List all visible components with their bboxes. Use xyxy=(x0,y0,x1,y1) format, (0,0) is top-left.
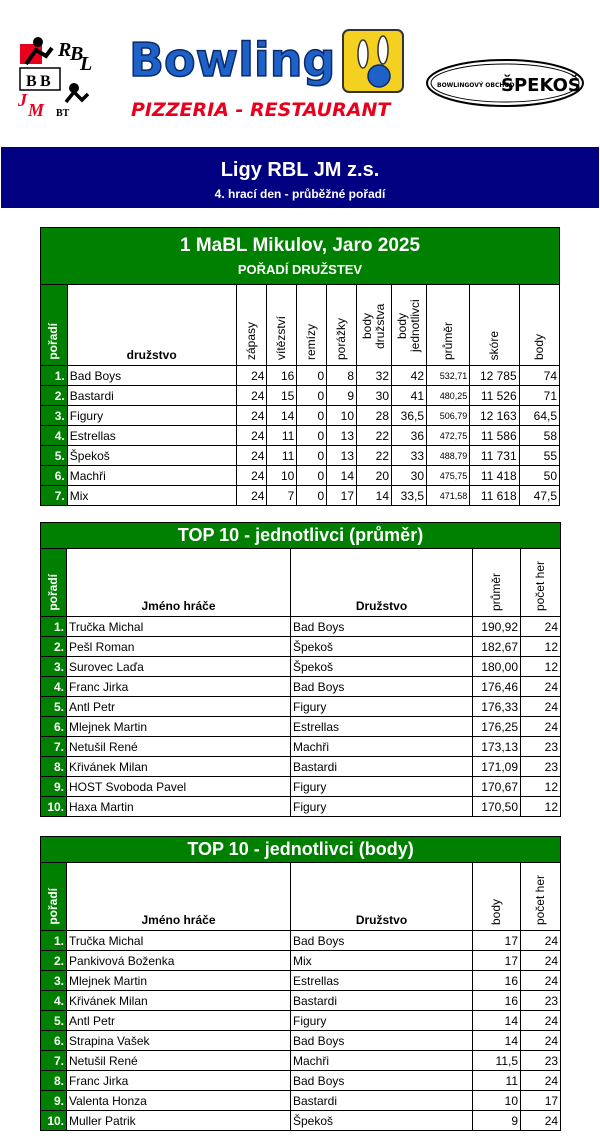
average-cell: 471,58 xyxy=(427,486,470,506)
points-cell: 71 xyxy=(519,386,559,406)
top-points-col-points: body xyxy=(473,863,521,931)
wins-cell: 10 xyxy=(267,466,297,486)
losses-cell: 17 xyxy=(327,486,357,506)
table-row xyxy=(41,1051,561,1071)
rank-cell: 4. xyxy=(41,991,67,1011)
games-cell: 23 xyxy=(521,757,561,777)
games-cell: 24 xyxy=(521,1111,561,1131)
player-cell: Křivánek Milan xyxy=(67,757,291,777)
points-cell: 50 xyxy=(519,466,559,486)
points-cell: 55 xyxy=(519,446,559,466)
team-cell: Machři xyxy=(291,1051,473,1071)
table-row xyxy=(41,991,561,1011)
league-title: Ligy RBL JM z.s. xyxy=(220,159,380,181)
rbl-letter-j: J xyxy=(18,90,27,110)
matches-cell: 24 xyxy=(236,366,267,386)
rbl-letter-bt: BT xyxy=(56,108,70,119)
player-cell: Antl Petr xyxy=(67,1011,291,1031)
col-header-matches: zápasy xyxy=(236,285,267,366)
col-header-average: průměr xyxy=(427,285,470,366)
player-cell: Strapina Vašek xyxy=(67,1031,291,1051)
score-cell: 11 731 xyxy=(470,446,519,466)
games-cell: 17 xyxy=(521,1091,561,1111)
table-row xyxy=(41,1011,561,1031)
top-average-col-rank: pořadí xyxy=(41,549,67,617)
player-cell: Franc Jirka xyxy=(67,1071,291,1091)
individual-points-cell: 42 xyxy=(392,366,427,386)
games-cell: 24 xyxy=(521,617,561,637)
table-row xyxy=(41,637,561,657)
col-header-team-points: body družstva xyxy=(357,285,392,366)
team-cell: Figury xyxy=(291,777,473,797)
col-header-rank: pořadí xyxy=(41,285,68,366)
col-header-draws: remízy xyxy=(297,285,327,366)
team-cell: Figury xyxy=(291,1011,473,1031)
team-points-cell: 22 xyxy=(357,426,392,446)
losses-cell: 8 xyxy=(327,366,357,386)
average-cell: 176,25 xyxy=(473,717,521,737)
individual-points-cell: 41 xyxy=(392,386,427,406)
average-cell: 190,92 xyxy=(473,617,521,637)
rank-cell: 10. xyxy=(41,1111,67,1131)
bowling-ball xyxy=(368,65,390,87)
rbl-letter-b: B xyxy=(70,43,84,65)
games-cell: 24 xyxy=(521,1031,561,1051)
score-cell: 11 526 xyxy=(470,386,519,406)
standings-subtitle: POŘADÍ DRUŽSTEV xyxy=(41,262,560,285)
team-cell: Bad Boys xyxy=(291,931,473,951)
top-average-title: TOP 10 - jednotlivci (průměr) xyxy=(41,523,561,549)
score-cell: 12 785 xyxy=(470,366,519,386)
rank-cell: 5. xyxy=(41,697,67,717)
team-cell: Figury xyxy=(291,697,473,717)
rank-cell: 3. xyxy=(41,657,67,677)
table-row xyxy=(41,1071,561,1091)
rank-cell: 7. xyxy=(41,486,68,506)
wins-cell: 15 xyxy=(267,386,297,406)
rank-cell: 1. xyxy=(41,931,67,951)
team-points-cell: 14 xyxy=(357,486,392,506)
team-cell: Figury xyxy=(291,797,473,817)
games-cell: 24 xyxy=(521,697,561,717)
points-cell: 74 xyxy=(519,366,559,386)
average-cell: 176,46 xyxy=(473,677,521,697)
draws-cell: 0 xyxy=(297,466,327,486)
rbl-logo xyxy=(16,30,96,120)
matches-cell: 24 xyxy=(236,406,267,426)
rank-cell: 3. xyxy=(41,406,68,426)
player-cell: Muller Patrik xyxy=(67,1111,291,1131)
average-cell: 488,79 xyxy=(427,446,470,466)
col-header-team: družstvo xyxy=(67,285,236,366)
score-cell: 11 586 xyxy=(470,426,519,446)
rbl-logo-runner-head xyxy=(33,37,43,47)
player-cell: Mlejnek Martin xyxy=(67,717,291,737)
points-cell: 10 xyxy=(473,1091,521,1111)
points-cell: 64,5 xyxy=(519,406,559,426)
individual-points-cell: 36,5 xyxy=(392,406,427,426)
points-cell: 47,5 xyxy=(519,486,559,506)
team-points-cell: 30 xyxy=(357,386,392,406)
player-cell: Tručka Michal xyxy=(67,617,291,637)
losses-cell: 10 xyxy=(327,406,357,426)
rank-cell: 6. xyxy=(41,717,67,737)
games-cell: 24 xyxy=(521,931,561,951)
rank-cell: 2. xyxy=(41,637,67,657)
top-points-col-rank: pořadí xyxy=(41,863,67,931)
points-cell: 17 xyxy=(473,951,521,971)
games-cell: 12 xyxy=(521,637,561,657)
average-cell: 182,67 xyxy=(473,637,521,657)
average-cell: 506,79 xyxy=(427,406,470,426)
bowling-pin-1 xyxy=(358,40,368,68)
col-header-individual-points: body jednotlivci xyxy=(392,285,427,366)
player-cell: Pankivová Boženka xyxy=(67,951,291,971)
team-cell: Bastardi xyxy=(291,757,473,777)
individual-points-cell: 30 xyxy=(392,466,427,486)
matches-cell: 24 xyxy=(236,446,267,466)
table-row xyxy=(41,466,560,486)
col-header-score: skóre xyxy=(470,285,519,366)
team-points-cell: 22 xyxy=(357,446,392,466)
team-cell: Machři xyxy=(291,737,473,757)
team-cell: Mix xyxy=(291,951,473,971)
pizzeria-restaurant-text: PIZZERIA - RESTAURANT xyxy=(131,99,391,121)
table-row xyxy=(41,1091,561,1111)
table-row xyxy=(41,426,560,446)
rbl-letter-r: R xyxy=(58,39,72,61)
team-cell: Špekoš xyxy=(291,1111,473,1131)
col-header-losses: porážky xyxy=(327,285,357,366)
wins-cell: 7 xyxy=(267,486,297,506)
average-cell: 176,33 xyxy=(473,697,521,717)
player-cell: Surovec Laďa xyxy=(67,657,291,677)
draws-cell: 0 xyxy=(297,486,327,506)
rank-cell: 2. xyxy=(41,386,68,406)
top-average-col-games: počet her xyxy=(521,549,561,617)
team-cell: Bastardi xyxy=(291,1091,473,1111)
games-cell: 24 xyxy=(521,951,561,971)
logo-strip xyxy=(0,0,600,140)
points-cell: 16 xyxy=(473,991,521,1011)
table-row xyxy=(41,677,561,697)
team-cell: Estrellas xyxy=(291,971,473,991)
points-cell: 11,5 xyxy=(473,1051,521,1071)
losses-cell: 13 xyxy=(327,446,357,466)
matches-cell: 24 xyxy=(236,386,267,406)
table-row xyxy=(41,737,561,757)
rank-cell: 6. xyxy=(41,1031,67,1051)
top-average-col-player: Jméno hráče xyxy=(67,549,291,617)
average-cell: 472,75 xyxy=(427,426,470,446)
team-points-cell: 28 xyxy=(357,406,392,426)
player-cell: Antl Petr xyxy=(67,697,291,717)
draws-cell: 0 xyxy=(297,426,327,446)
standings-table xyxy=(40,227,560,506)
table-row xyxy=(41,1111,561,1131)
col-header-wins: vítězství xyxy=(267,285,297,366)
table-row xyxy=(41,971,561,991)
col-header-points: body xyxy=(519,285,559,366)
points-cell: 16 xyxy=(473,971,521,991)
points-cell: 14 xyxy=(473,1031,521,1051)
average-cell: 171,09 xyxy=(473,757,521,777)
player-cell: Valenta Honza xyxy=(67,1091,291,1111)
matches-cell: 24 xyxy=(236,426,267,446)
rank-cell: 2. xyxy=(41,951,67,971)
table-row xyxy=(41,931,561,951)
rank-cell: 7. xyxy=(41,1051,67,1071)
score-cell: 12 163 xyxy=(470,406,519,426)
player-cell: Tručka Michal xyxy=(67,931,291,951)
average-cell: 170,67 xyxy=(473,777,521,797)
top-average-col-team: Družstvo xyxy=(291,549,473,617)
games-cell: 24 xyxy=(521,677,561,697)
points-cell: 11 xyxy=(473,1071,521,1091)
rank-cell: 6. xyxy=(41,466,68,486)
wins-cell: 16 xyxy=(267,366,297,386)
rank-cell: 1. xyxy=(41,366,68,386)
draws-cell: 0 xyxy=(297,386,327,406)
rank-cell: 10. xyxy=(41,797,67,817)
player-cell: HOST Svoboda Pavel xyxy=(67,777,291,797)
bowling-pizzeria-logo xyxy=(125,24,410,124)
wins-cell: 14 xyxy=(267,406,297,426)
spekos-small-text: BOWLINGOVÝ OBCHOD xyxy=(437,82,515,89)
standings-title: 1 MaBL Mikulov, Jaro 2025 xyxy=(41,228,560,263)
team-cell: Mix xyxy=(67,486,236,506)
average-cell: 475,75 xyxy=(427,466,470,486)
individual-points-cell: 33 xyxy=(392,446,427,466)
table-row xyxy=(41,406,560,426)
rank-cell: 5. xyxy=(41,1011,67,1031)
losses-cell: 13 xyxy=(327,426,357,446)
draws-cell: 0 xyxy=(297,366,327,386)
losses-cell: 14 xyxy=(327,466,357,486)
team-cell: Bad Boys xyxy=(291,1071,473,1091)
team-cell: Špekoš xyxy=(291,657,473,677)
games-cell: 12 xyxy=(521,777,561,797)
points-cell: 17 xyxy=(473,931,521,951)
table-row xyxy=(41,1031,561,1051)
player-cell: Netušil René xyxy=(67,1051,291,1071)
matches-cell: 24 xyxy=(236,466,267,486)
games-cell: 24 xyxy=(521,1011,561,1031)
team-cell: Machři xyxy=(67,466,236,486)
matches-cell: 24 xyxy=(236,486,267,506)
table-row xyxy=(41,657,561,677)
rank-cell: 5. xyxy=(41,446,68,466)
games-cell: 24 xyxy=(521,1071,561,1091)
bowling-pin-2 xyxy=(378,36,388,64)
rbl-letter-m: M xyxy=(28,100,45,120)
wins-cell: 11 xyxy=(267,446,297,466)
team-cell: Estrellas xyxy=(291,717,473,737)
wins-cell: 11 xyxy=(267,426,297,446)
draws-cell: 0 xyxy=(297,446,327,466)
player-cell: Haxa Martin xyxy=(67,797,291,817)
rank-cell: 9. xyxy=(41,777,67,797)
points-cell: 58 xyxy=(519,426,559,446)
top-average-col-average: průměr xyxy=(473,549,521,617)
table-row xyxy=(41,386,560,406)
table-row xyxy=(41,617,561,637)
points-cell: 14 xyxy=(473,1011,521,1031)
rank-cell: 7. xyxy=(41,737,67,757)
average-cell: 532,71 xyxy=(427,366,470,386)
bowling-word: Bowling xyxy=(129,33,336,87)
player-cell: Netušil René xyxy=(67,737,291,757)
team-cell: Bastardi xyxy=(67,386,236,406)
team-cell: Bad Boys xyxy=(291,677,473,697)
rank-cell: 3. xyxy=(41,971,67,991)
team-cell: Bastardi xyxy=(291,991,473,1011)
spekos-word: ŠPEKOŠ xyxy=(501,75,581,96)
player-cell: Mlejnek Martin xyxy=(67,971,291,991)
table-row xyxy=(41,777,561,797)
rbl-logo-bowler-body xyxy=(66,92,88,102)
team-cell: Figury xyxy=(67,406,236,426)
top-points-col-player: Jméno hráče xyxy=(67,863,291,931)
table-row xyxy=(41,486,560,506)
standings-header-row xyxy=(41,285,560,366)
games-cell: 24 xyxy=(521,717,561,737)
rank-cell: 8. xyxy=(41,1071,67,1091)
team-cell: Bad Boys xyxy=(67,366,236,386)
table-row xyxy=(41,797,561,817)
average-cell: 180,00 xyxy=(473,657,521,677)
rbl-letter-l: L xyxy=(80,53,93,75)
games-cell: 23 xyxy=(521,737,561,757)
rank-cell: 9. xyxy=(41,1091,67,1111)
table-row xyxy=(41,757,561,777)
team-cell: Bad Boys xyxy=(291,1031,473,1051)
player-cell: Franc Jirka xyxy=(67,677,291,697)
table-row xyxy=(41,446,560,466)
table-row xyxy=(41,951,561,971)
rank-cell: 1. xyxy=(41,617,67,637)
table-row xyxy=(41,366,560,386)
table-row xyxy=(41,717,561,737)
average-cell: 173,13 xyxy=(473,737,521,757)
top-average-header-row xyxy=(41,549,561,617)
individual-points-cell: 36 xyxy=(392,426,427,446)
individual-points-cell: 33,5 xyxy=(392,486,427,506)
top-points-col-team: Družstvo xyxy=(291,863,473,931)
draws-cell: 0 xyxy=(297,406,327,426)
average-cell: 170,50 xyxy=(473,797,521,817)
games-cell: 12 xyxy=(521,657,561,677)
top-points-title: TOP 10 - jednotlivci (body) xyxy=(41,837,561,863)
games-cell: 23 xyxy=(521,1051,561,1071)
top-average-table xyxy=(40,522,561,817)
rbl-letter-b2: B xyxy=(26,73,37,90)
score-cell: 11 418 xyxy=(470,466,519,486)
games-cell: 12 xyxy=(521,797,561,817)
losses-cell: 9 xyxy=(327,386,357,406)
team-cell: Špekoš xyxy=(291,637,473,657)
average-cell: 480,25 xyxy=(427,386,470,406)
team-cell: Estrellas xyxy=(67,426,236,446)
rbl-letter-b3: B xyxy=(40,73,51,90)
team-cell: Špekoš xyxy=(67,446,236,466)
team-points-cell: 32 xyxy=(357,366,392,386)
top-points-col-games: počet her xyxy=(521,863,561,931)
games-cell: 24 xyxy=(521,971,561,991)
team-cell: Bad Boys xyxy=(291,617,473,637)
league-subtitle: 4. hrací den - průběžné pořadí xyxy=(214,187,386,201)
team-points-cell: 20 xyxy=(357,466,392,486)
top-points-table xyxy=(40,836,561,1131)
points-cell: 9 xyxy=(473,1111,521,1131)
rank-cell: 4. xyxy=(41,426,68,446)
rank-cell: 8. xyxy=(41,757,67,777)
score-cell: 11 618 xyxy=(470,486,519,506)
games-cell: 23 xyxy=(521,991,561,1011)
player-cell: Křivánek Milan xyxy=(67,991,291,1011)
player-cell: Pešl Roman xyxy=(67,637,291,657)
top-points-header-row xyxy=(41,863,561,931)
rank-cell: 4. xyxy=(41,677,67,697)
table-row xyxy=(41,697,561,717)
league-banner xyxy=(1,147,599,208)
spekos-logo xyxy=(425,58,585,108)
